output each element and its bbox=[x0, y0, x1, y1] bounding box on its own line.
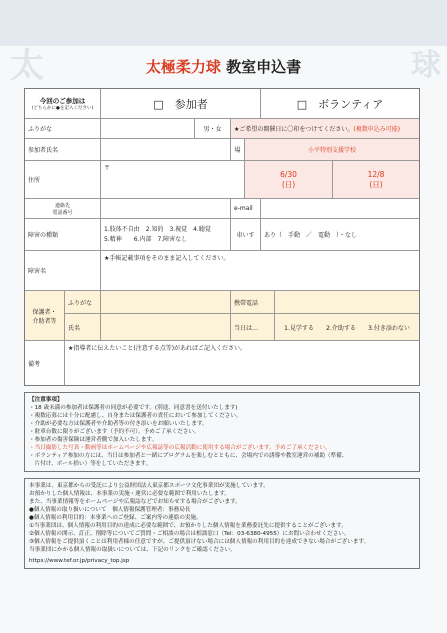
disability-options-line-1: 1.肢体不自由 2.知的 3.視覚 4.聴覚 bbox=[104, 225, 211, 233]
disability-name-field[interactable] bbox=[101, 251, 419, 290]
postal-mark: 〒 bbox=[104, 165, 111, 172]
privacy-line: ③個人情報をご提供頂くことは利用者様の任意ですが、ご提供頂けない場合には個人情報の利用目的を達成できない場合がございます。 bbox=[29, 539, 370, 545]
wheelchair-label: 車いす bbox=[231, 219, 261, 250]
contact-row bbox=[25, 199, 419, 219]
email-label: e-mail bbox=[231, 199, 261, 218]
date-option-2-date: 12/8 bbox=[367, 169, 385, 179]
participation-sub: (どちらかに●を記入ください) bbox=[31, 106, 94, 111]
guardian-bottom-row bbox=[65, 314, 419, 340]
furigana-field[interactable] bbox=[101, 119, 195, 138]
day-option-none[interactable]: 3.付き添わない bbox=[368, 324, 410, 332]
contact-label-cell bbox=[25, 199, 101, 218]
notes-line: ・参加者の傷害保険は運営者側で加入いたします。 bbox=[29, 437, 158, 443]
notes-line: 片付け、ボール拾い）等をしていただきます。 bbox=[29, 461, 152, 467]
notes-line: ・介助が必要な方は保護者や介助者等の付き添いをお願いいたします。 bbox=[29, 421, 208, 427]
contact-sub: 電話番号 bbox=[52, 209, 73, 216]
disability-type-options[interactable] bbox=[101, 219, 231, 250]
option-participant[interactable]: □ 参加者 bbox=[101, 89, 261, 118]
privacy-line: また、当事業情報等をホームページや広報誌などでお知らせする場合がございます。 bbox=[29, 499, 241, 505]
furigana-row bbox=[25, 119, 419, 139]
disability-type-label: 障害の種類 bbox=[25, 219, 101, 250]
guardian-furigana-field[interactable] bbox=[101, 291, 231, 313]
notes-line: ・駐車台数に限りがございます（予約不可）。予めご了承ください。 bbox=[29, 429, 200, 435]
contact-label: 連絡先 bbox=[54, 202, 70, 209]
notes-section bbox=[24, 392, 420, 472]
name-row bbox=[25, 139, 419, 161]
disability-type-row bbox=[25, 219, 419, 251]
date-option-2[interactable] bbox=[333, 161, 419, 198]
notes-line: ・複数応募には十分に配慮し、自身または保護者の責任において参加してください。 bbox=[29, 413, 242, 419]
remarks-label: 備考 bbox=[25, 341, 65, 385]
privacy-url-link[interactable]: https://www.tef.or.jp/privacy_top.jsp bbox=[29, 558, 130, 564]
day-options bbox=[275, 314, 419, 340]
title-suffix: 教室申込書 bbox=[220, 58, 302, 76]
guardian-label-cell bbox=[25, 291, 65, 340]
day-option-assist[interactable]: 2.介助する bbox=[326, 324, 356, 332]
wheelchair-options[interactable]: あり（ 手動 ／ 電動 ）・なし bbox=[264, 232, 358, 239]
guardian-label-2: 介助者等 bbox=[32, 317, 57, 325]
notes-line-photo: ・当日撮影した写真・動画等はホームページや広報誌等の広報活動に使用する場合がございます。予めご了承ください。 bbox=[29, 445, 331, 451]
background-decoration-right: 球 bbox=[411, 48, 441, 83]
privacy-line: ①当事業団は、個人情報の利用目的の達成に必要な範囲で、お預かりした個人情報を業務委託先に提供することがございます。 bbox=[29, 523, 347, 529]
notes-line: ・18 歳未満の参加者は保護者の同意が必要です。(別途、同意書を送付いたします) bbox=[29, 405, 238, 411]
name-field[interactable] bbox=[101, 139, 231, 160]
privacy-line: ●個人情報の利用目的：本事業へのご登録、ご案内等の連絡の実施。 bbox=[29, 515, 202, 521]
privacy-line: ②個人情報の開示、訂正、削除等についてご質問・ご相談の場合は相談窓口（Tel：03-6380-4955）にお問い合わせください。 bbox=[29, 531, 350, 537]
disability-options-line-2: 5.精神 6.内部 7.障害なし bbox=[104, 235, 188, 243]
guardian-details bbox=[65, 291, 419, 340]
background-decoration: 太 bbox=[10, 46, 44, 86]
date-option-1-date: 6/30 bbox=[280, 169, 297, 179]
address-row bbox=[25, 161, 419, 199]
guardian-top-row bbox=[65, 291, 419, 314]
address-field[interactable] bbox=[101, 161, 245, 198]
address-label: 住所 bbox=[25, 161, 101, 198]
privacy-line: 本事業は、東京都からの受託により公益財団法人東京都スポーツ文化事業団が実施しています。 bbox=[29, 483, 269, 489]
application-form-table bbox=[24, 88, 420, 386]
privacy-line: 当事業団にかかる個人情報の取扱いについては、下記のリンクをご確認ください。 bbox=[29, 547, 236, 553]
date-option-1[interactable] bbox=[245, 161, 333, 198]
disability-name-label: 障害名 bbox=[25, 251, 101, 290]
date-option-1-day: (日) bbox=[281, 179, 296, 189]
notes-line: ・ボランティア参加の方には、当日は参加者と一緒にプログラムを楽しむとともに、会場内での誘導や教室運営の補助（準備、 bbox=[29, 453, 348, 459]
name-label: 参加者氏名 bbox=[25, 139, 101, 160]
guardian-label: 保護者・ bbox=[32, 308, 57, 316]
privacy-line: ●個人情報の取り扱いについて 個人情報保護管理者：事務局長 bbox=[29, 507, 191, 513]
date-instruction: ★ご希望の開催日に〇印をつけてください。 bbox=[234, 126, 354, 133]
mobile-label: 携帯電話 bbox=[231, 291, 275, 313]
email-field[interactable] bbox=[261, 199, 419, 218]
privacy-section bbox=[24, 478, 420, 569]
participation-label: 今回のご参加は bbox=[39, 97, 86, 105]
participation-label-cell bbox=[25, 89, 101, 118]
privacy-line: お預かりした個人情報は、本事業の実施・運営に必要な範囲で利用いたします。 bbox=[29, 491, 230, 497]
option-volunteer[interactable]: □ ボランティア bbox=[296, 97, 384, 111]
disability-name-row bbox=[25, 251, 419, 291]
school-label: 場 bbox=[231, 139, 245, 160]
guardian-row bbox=[25, 291, 419, 341]
date-instruction-cell bbox=[231, 119, 419, 138]
phone-field[interactable] bbox=[101, 199, 231, 218]
furigana-label: ふりがな bbox=[25, 119, 101, 138]
header-band bbox=[0, 0, 447, 46]
participation-row bbox=[25, 89, 419, 119]
page-title bbox=[0, 56, 447, 77]
notes-heading: 【注意事項】 bbox=[29, 397, 63, 403]
remarks-field[interactable] bbox=[65, 341, 419, 385]
date-option-2-day: (日) bbox=[369, 179, 383, 189]
title-prefix: 太極柔力球 bbox=[145, 58, 221, 76]
gender-field[interactable]: 男・女 bbox=[195, 119, 231, 138]
remarks-row bbox=[25, 341, 419, 385]
guardian-furigana-label: ふりがな bbox=[65, 291, 101, 313]
day-option-watch[interactable]: 1.見学する bbox=[284, 324, 314, 332]
school-name: 小平特別支援学校 bbox=[245, 139, 419, 160]
guardian-name-field[interactable] bbox=[101, 314, 231, 340]
day-label: 当日は… bbox=[231, 314, 275, 340]
date-instruction-note: (複数申込み可能) bbox=[353, 126, 401, 133]
mobile-field[interactable] bbox=[275, 291, 419, 313]
disability-name-note: ★手帳記載事項をそのまま記入してください。 bbox=[104, 255, 230, 262]
remarks-note: ★指導者に伝えたいこと(注意する点等)があればご記入ください。 bbox=[68, 345, 247, 352]
guardian-name-label: 氏名 bbox=[65, 314, 101, 340]
